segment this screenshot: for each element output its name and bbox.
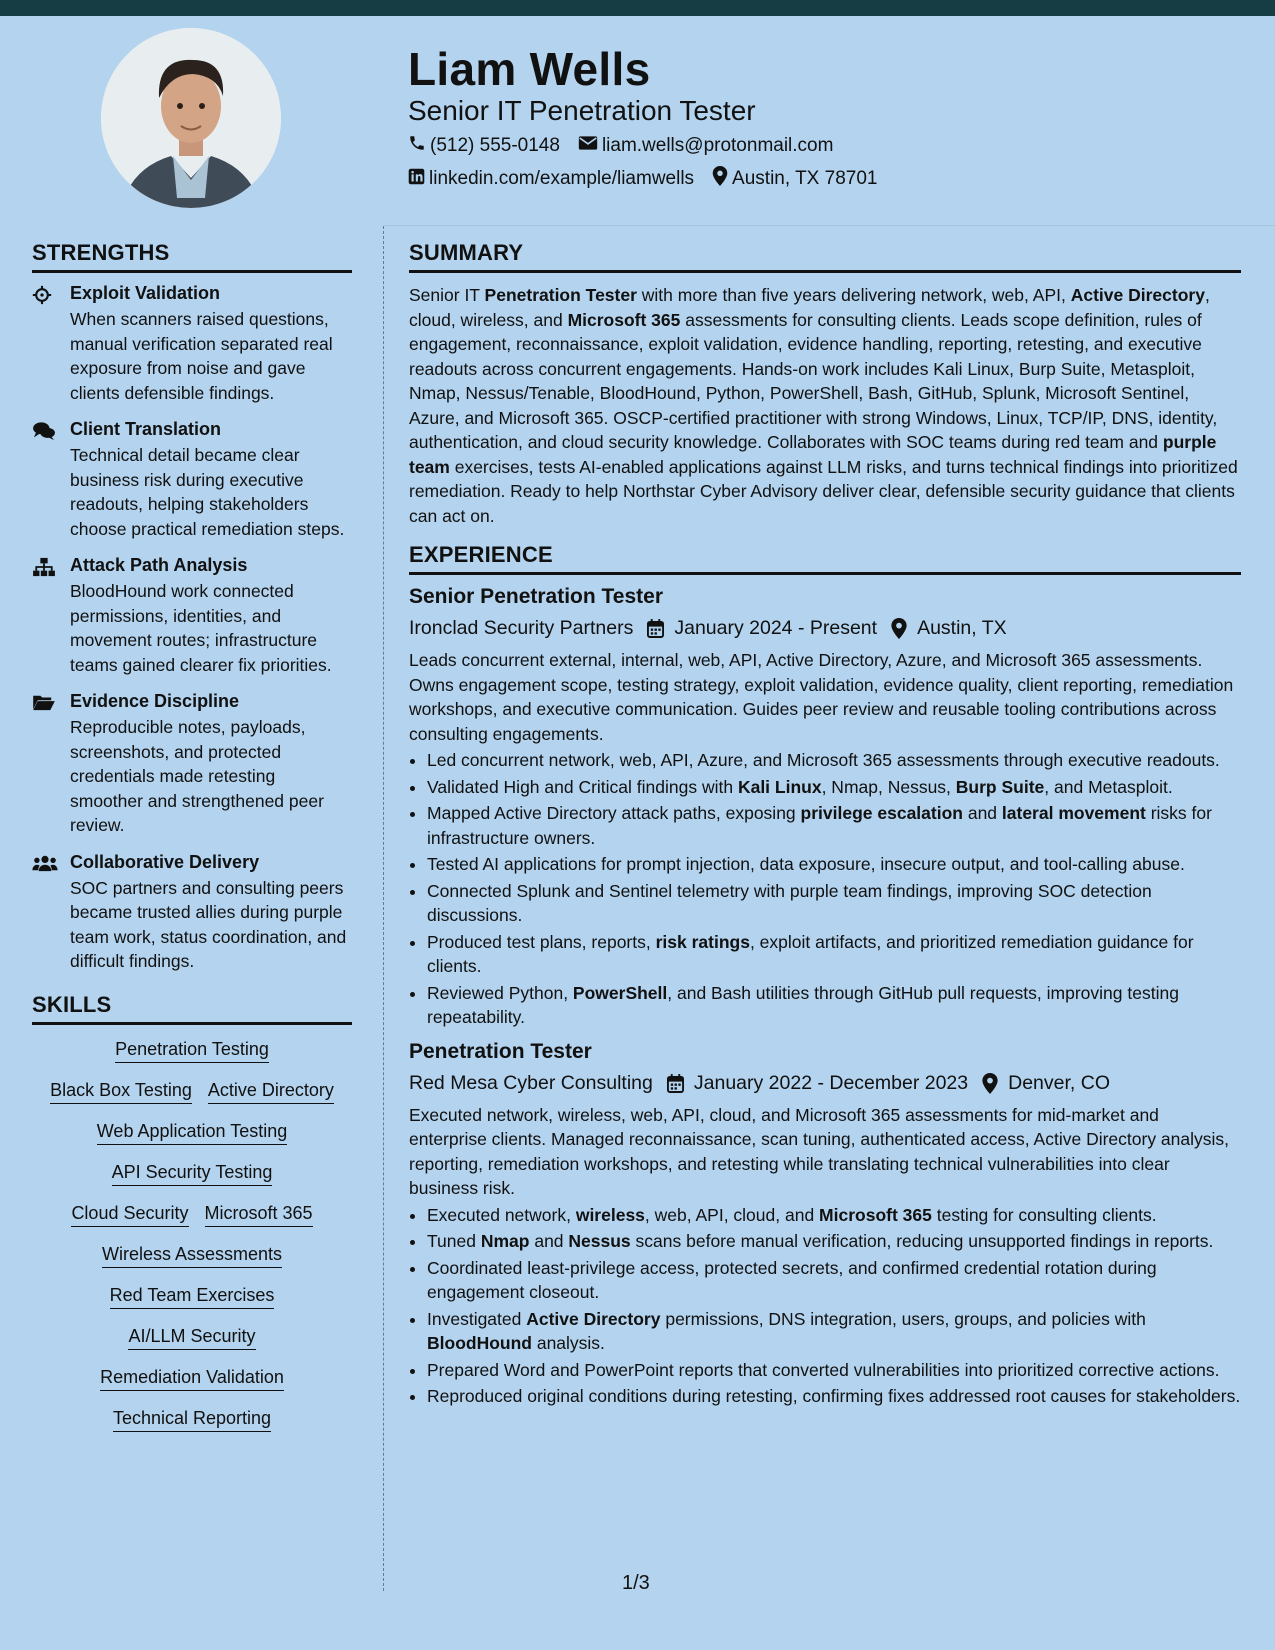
summary-text xyxy=(409,283,1241,528)
skills-list xyxy=(32,1039,352,1432)
text-run: Produced test plans, reports, xyxy=(427,931,656,952)
strength-item xyxy=(32,852,352,974)
job-location-text: Austin, TX xyxy=(917,617,1007,639)
bullet-item xyxy=(427,1256,1241,1305)
skill-tag: Microsoft 365 xyxy=(205,1203,313,1227)
text-run: Tested AI applications for prompt injection, data exposure, insecure output, and tool-calling abuse. xyxy=(427,854,1185,874)
text-run: and xyxy=(529,1231,569,1251)
phone-text: (512) 555-0148 xyxy=(430,135,560,156)
company-name: Red Mesa Cyber Consulting xyxy=(409,1071,653,1094)
resume-header xyxy=(0,16,1275,226)
text-run: , web, API, cloud, and xyxy=(644,1204,820,1225)
job-title: Senior Penetration Tester xyxy=(409,585,664,608)
email-contact xyxy=(578,135,834,157)
envelope-icon xyxy=(578,135,602,157)
bold-keyword: Nessus xyxy=(568,1231,631,1251)
skill-row xyxy=(32,1367,352,1391)
location-contact xyxy=(712,166,877,192)
strength-item xyxy=(32,555,352,677)
bullet-item xyxy=(427,1229,1241,1254)
skills-heading: SKILLS xyxy=(32,992,352,1025)
bullet-item xyxy=(427,930,1241,979)
skill-tag: Web Application Testing xyxy=(97,1121,287,1145)
strength-title: Attack Path Analysis xyxy=(70,555,248,575)
skill-row xyxy=(32,1039,352,1063)
bold-keyword: PowerShell xyxy=(572,982,668,1003)
users-icon xyxy=(32,852,70,974)
text-run: Mapped Active Directory attack paths, exposing xyxy=(427,803,801,823)
strength-description: BloodHound work connected permissions, identities, and movement routes; infrastructure teams gained clearer fix priorities. xyxy=(70,581,332,675)
location-text: Austin, TX 78701 xyxy=(732,168,878,189)
strength-description: SOC partners and consulting peers became trusted allies during purple team work, status coordination, and difficult findings. xyxy=(70,877,347,971)
bold-keyword: Burp Suite xyxy=(955,776,1045,797)
text-run: risks for infrastructure owners. xyxy=(427,803,1212,848)
job-description: Leads concurrent external, internal, web, API, Active Directory, Azure, and Microsoft 365 assessments. Owns engagement scope, testing strategy, exploit validation, evidence quality, client reporting, remediation workshops, and executive communication. Guides peer review and reusable tooling contributions across consulting engagements. xyxy=(409,650,1234,744)
profile-photo xyxy=(101,28,281,208)
right-column xyxy=(409,240,1241,1419)
text-run: Prepared Word and PowerPoint reports that converted vulnerabilities into prioritized corrective actions. xyxy=(427,1359,1220,1380)
text-run: Coordinated least-privilege access, protected secrets, and confirmed credential rotation during engagement closeout. xyxy=(427,1257,1157,1302)
skill-tag: Penetration Testing xyxy=(115,1039,269,1063)
strength-body xyxy=(70,852,352,974)
bold-keyword: Nmap xyxy=(480,1231,530,1251)
text-run: , Nmap, Nessus, xyxy=(821,776,956,797)
strength-item xyxy=(32,691,352,838)
skill-row xyxy=(32,1203,352,1227)
contact-row-1 xyxy=(408,134,851,158)
strength-body xyxy=(70,555,352,677)
text-run: exercises, tests AI-enabled applications against LLM risks, and turns technical findings into prioritized remediation. Ready to help Northstar Cyber Advisory deliver clear, defensible security guidance that clients can act on. xyxy=(409,456,1238,526)
skill-tag: AI/LLM Security xyxy=(128,1326,255,1350)
text-run: with more than five years delivering network, web, API, xyxy=(636,285,1071,305)
bullet-item xyxy=(427,879,1241,928)
bullet-item xyxy=(427,852,1241,877)
bold-keyword: BloodHound xyxy=(427,1333,532,1353)
skill-row xyxy=(32,1408,352,1432)
bullet-item xyxy=(427,1384,1241,1409)
strength-description: Reproducible notes, payloads, screenshots, and protected credentials made retesting smoother and strengthened peer review. xyxy=(70,717,324,835)
phone-icon xyxy=(408,134,430,158)
bullet-item xyxy=(427,801,1241,850)
job-meta xyxy=(409,617,1241,640)
job-location xyxy=(891,617,1007,640)
job-dates-text: January 2022 - December 2023 xyxy=(693,1071,969,1094)
strength-description: Technical detail became clear business risk during executive readouts, helping stakeholders choose practical remediation steps. xyxy=(70,445,345,539)
page-number: 1/3 xyxy=(622,1572,650,1594)
email-text[interactable]: liam.wells@protonmail.com xyxy=(601,135,834,156)
job-location xyxy=(982,1072,1110,1095)
skill-row xyxy=(32,1285,352,1309)
skill-tag: API Security Testing xyxy=(112,1162,273,1186)
job-bullets xyxy=(409,748,1241,1030)
skill-row xyxy=(32,1121,352,1145)
job-description: Executed network, wireless, web, API, cloud, and Microsoft 365 assessments for mid-market and enterprise clients. Managed reconnaissance, scan tuning, authenticated access, Active Directory analysis, reporting, remediation workshops, and retesting while translating technical vulnerabilities into clear business risk. xyxy=(409,1104,1230,1198)
text-run: Reviewed Python, xyxy=(427,982,573,1003)
calendar-icon xyxy=(647,619,674,638)
bold-keyword: Microsoft 365 xyxy=(567,309,681,330)
text-run: , and Metasploit. xyxy=(1044,776,1173,797)
linkedin-contact xyxy=(408,168,694,191)
text-run: Validated High and Critical findings with xyxy=(427,776,738,797)
skill-row xyxy=(32,1326,352,1350)
summary-heading: SUMMARY xyxy=(409,240,1241,273)
skill-tag: Active Directory xyxy=(208,1080,334,1104)
job-entry xyxy=(409,585,1241,1030)
text-run: Led concurrent network, web, API, Azure, and Microsoft 365 assessments through executive readouts. xyxy=(427,750,1220,770)
experience-heading: EXPERIENCE xyxy=(409,542,1241,575)
candidate-title: Senior IT Penetration Tester xyxy=(408,95,756,126)
text-run: testing for consulting clients. xyxy=(931,1204,1157,1225)
text-run: Tuned xyxy=(427,1231,481,1251)
text-run: Senior IT xyxy=(409,285,485,305)
text-run: Executed network, xyxy=(427,1204,576,1225)
map-pin-icon xyxy=(982,1073,1008,1094)
chat-bubbles-icon xyxy=(32,419,70,541)
bullet-item xyxy=(427,748,1241,773)
job-location-text: Denver, CO xyxy=(1008,1071,1110,1094)
skill-row xyxy=(32,1244,352,1268)
job-bullets xyxy=(409,1203,1241,1409)
bold-keyword: Kali Linux xyxy=(737,776,822,797)
bullet-item xyxy=(427,1203,1241,1228)
text-run: Investigated xyxy=(427,1308,527,1329)
bullet-item xyxy=(427,1358,1241,1383)
strength-description: When scanners raised questions, manual verification separated real exposure from noise and gave clients defensible findings. xyxy=(70,309,333,403)
skill-row xyxy=(32,1080,352,1104)
text-run: , and Bash utilities through GitHub pull requests, improving testing repeatability. xyxy=(427,982,1179,1027)
text-run: scans before manual verification, reducing unsupported findings in reports. xyxy=(630,1231,1214,1251)
job-title: Penetration Tester xyxy=(409,1039,592,1063)
strength-title: Evidence Discipline xyxy=(70,691,240,711)
calendar-icon xyxy=(667,1074,694,1093)
text-run: , cloud, wireless, and xyxy=(409,285,1210,330)
bullet-item xyxy=(427,1307,1241,1356)
job-dates xyxy=(667,1072,968,1095)
bold-keyword: Microsoft 365 xyxy=(819,1204,932,1225)
crosshair-icon xyxy=(32,283,70,405)
map-pin-icon xyxy=(712,166,732,192)
job-entry xyxy=(409,1040,1241,1409)
job-meta xyxy=(409,1072,1241,1095)
strength-title: Collaborative Delivery xyxy=(70,851,260,872)
text-run: assessments for consulting clients. Leads scope definition, rules of engagement, reconnaissance, exploit validation, evidence handling, reporting, retesting, and executive readouts across concurrent engagements. Hands-on work includes Kali Linux, Burp Suite, Metasploit, Nmap, Nessus/Tenable, BloodHound, Python, PowerShell, Bash, GitHub, Splunk, Microsoft Sentinel, Azure, and Microsoft 365. OSCP-certified practitioner with strong Windows, Linux, TCP/IP, DNS, identity, authentication, and cloud security knowledge. Collaborates with SOC teams during red team and xyxy=(409,309,1218,452)
bold-keyword: wireless xyxy=(575,1204,645,1225)
text-run: , exploit artifacts, and prioritized remediation guidance for clients. xyxy=(427,931,1194,976)
contact-row-2 xyxy=(408,166,895,192)
bold-keyword: Penetration Tester xyxy=(484,285,637,305)
bold-keyword: privilege escalation xyxy=(800,803,963,823)
bullet-item xyxy=(427,775,1241,800)
column-divider xyxy=(383,226,384,1591)
strength-title: Client Translation xyxy=(70,419,222,439)
skill-tag: Technical Reporting xyxy=(113,1408,271,1432)
map-pin-icon xyxy=(891,618,917,639)
skill-tag: Cloud Security xyxy=(71,1203,188,1227)
strength-title: Exploit Validation xyxy=(70,283,221,303)
text-run: permissions, DNS integration, users, groups, and policies with xyxy=(660,1308,1146,1329)
strength-body xyxy=(70,691,352,838)
skill-row xyxy=(32,1162,352,1186)
strength-body xyxy=(70,283,352,405)
strength-item xyxy=(32,283,352,405)
header-rule xyxy=(384,225,1275,226)
linkedin-text[interactable]: linkedin.com/example/liamwells xyxy=(429,168,695,189)
job-dates xyxy=(647,617,877,640)
sitemap-icon xyxy=(32,555,70,677)
bold-keyword: Active Directory xyxy=(1070,285,1205,305)
skill-tag: Remediation Validation xyxy=(100,1367,284,1391)
candidate-name: Liam Wells xyxy=(408,43,651,95)
job-dates-text: January 2024 - Present xyxy=(674,617,878,639)
skill-tag: Black Box Testing xyxy=(50,1080,192,1104)
text-run: Connected Splunk and Sentinel telemetry with purple team findings, improving SOC detection discussions. xyxy=(427,880,1152,925)
phone-contact xyxy=(408,134,560,158)
strengths-list xyxy=(32,283,352,974)
bullet-item xyxy=(427,981,1241,1030)
skill-tag: Wireless Assessments xyxy=(102,1244,282,1268)
text-run: and xyxy=(962,803,1002,823)
strength-body xyxy=(70,419,352,541)
bold-keyword: risk ratings xyxy=(655,931,750,952)
strength-item xyxy=(32,419,352,541)
company-name: Ironclad Security Partners xyxy=(409,617,634,639)
bold-keyword: Active Directory xyxy=(526,1308,661,1329)
left-column xyxy=(32,240,352,1449)
bold-keyword: lateral movement xyxy=(1001,803,1146,823)
text-run: analysis. xyxy=(531,1333,605,1353)
bold-keyword: purple team xyxy=(409,432,1217,477)
top-accent-bar xyxy=(0,0,1275,16)
linkedin-icon xyxy=(408,168,429,191)
folder-open-icon xyxy=(32,691,70,838)
text-run: Reproduced original conditions during retesting, confirming fixes addressed root causes for stakeholders. xyxy=(427,1386,1241,1406)
experience-list xyxy=(409,585,1241,1409)
skill-tag: Red Team Exercises xyxy=(110,1285,275,1309)
strengths-heading: STRENGTHS xyxy=(32,240,352,273)
